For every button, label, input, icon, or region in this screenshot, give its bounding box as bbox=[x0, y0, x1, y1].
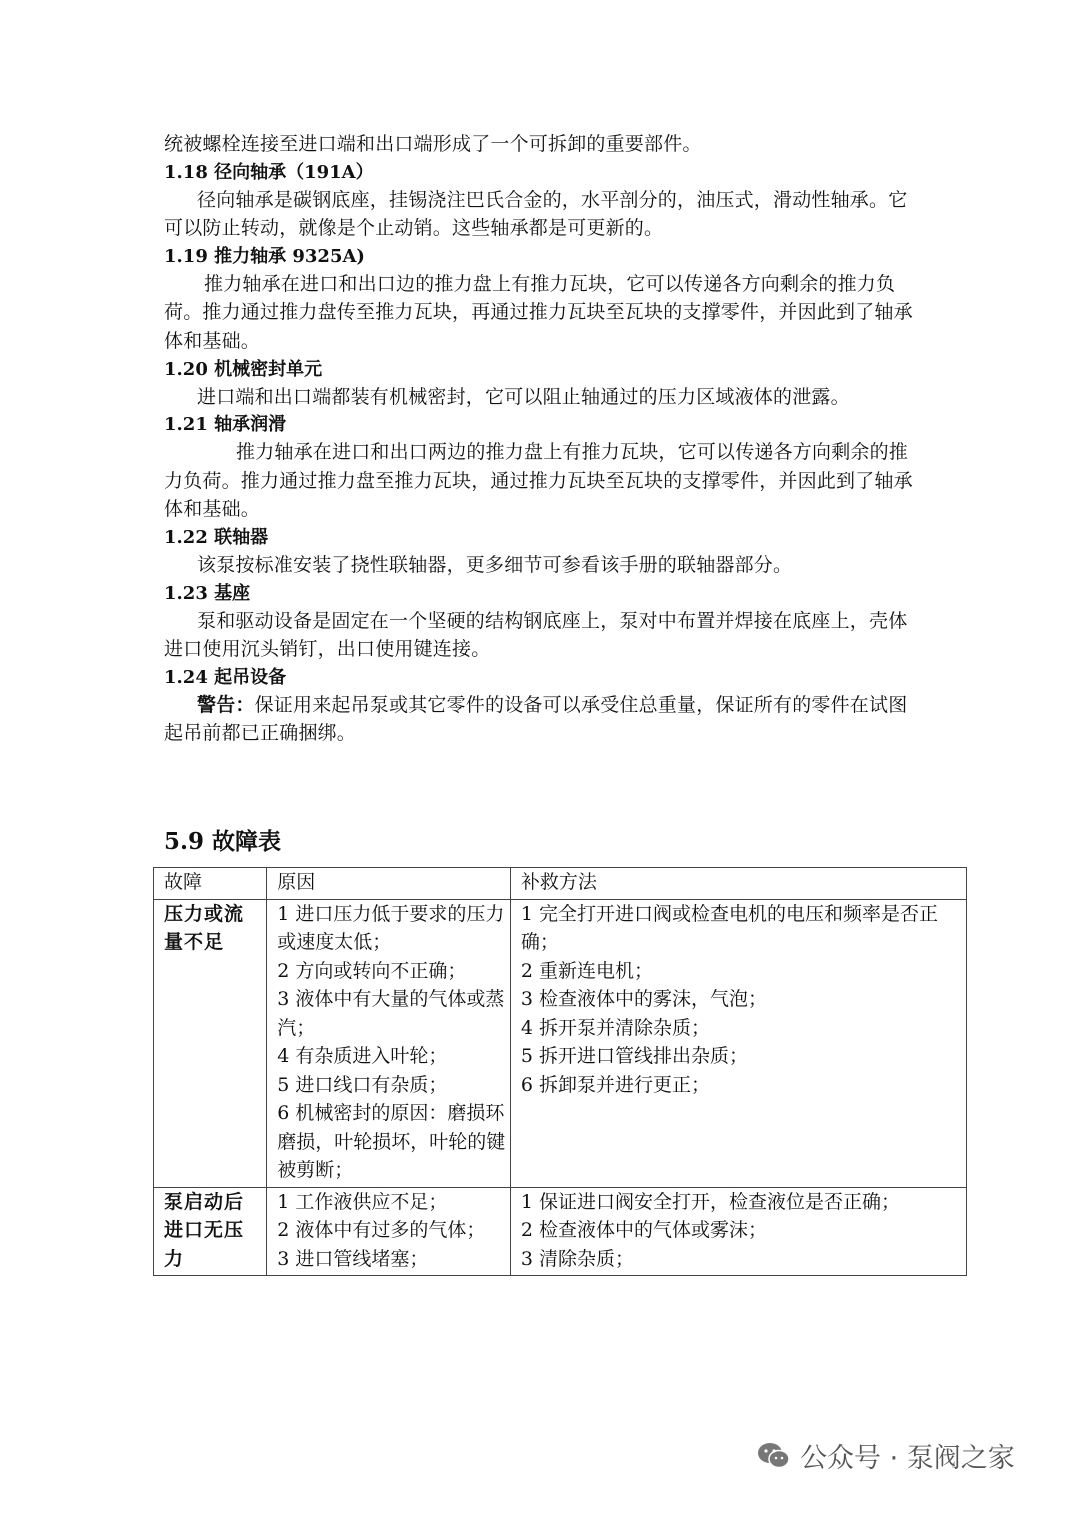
remedy-item: 3 清除杂质； bbox=[520, 1247, 634, 1270]
heading-1-21: 1.21 轴承润滑 bbox=[164, 414, 287, 436]
paragraph-lifting bbox=[164, 691, 924, 748]
cause-item: 5 进口线口有杂质； bbox=[277, 1073, 448, 1096]
remedy-item: 2 检查液体中的气体或雾沫； bbox=[520, 1219, 767, 1241]
heading-1-24: 1.24 起吊设备 bbox=[164, 666, 287, 688]
paragraph-coupling: 该泵按标准安装了挠性联轴器，更多细节可参看该手册的联轴器部分。 bbox=[197, 553, 793, 576]
table-header-row bbox=[154, 868, 967, 900]
remedy-item: 4 拆开泵并清除杂质； bbox=[520, 1016, 710, 1039]
heading-1-22: 1.22 联轴器 bbox=[164, 526, 269, 548]
cause-item: 3 液体中有大量的气体或蒸汽； bbox=[277, 988, 505, 1039]
watermark-text: 公众号 · 泵阀之家 bbox=[800, 1443, 1015, 1474]
table-row bbox=[154, 899, 967, 1187]
paragraph-continuation: 统被螺栓连接至进口端和出口端形成了一个可拆卸的重要部件。 bbox=[164, 133, 702, 155]
cause-cell bbox=[267, 1187, 511, 1276]
header-remedy: 补救方法 bbox=[510, 868, 966, 900]
remedy-item: 2 重新连电机； bbox=[520, 959, 653, 982]
paragraph-thrust-bearing: 推力轴承在进口和出口边的推力盘上有推力瓦块，它可以传递各方向剩余的推力负荷。推力通过推力盘传至推力瓦块，再通过推力瓦块至瓦块的支撑零件，并因此到了轴承体和基础。 bbox=[164, 272, 913, 352]
table-row bbox=[154, 1187, 967, 1276]
header-cause: 原因 bbox=[267, 868, 511, 900]
cause-item: 3 进口管线堵塞； bbox=[277, 1247, 429, 1270]
heading-1-19: 1.19 推力轴承 9325A) bbox=[164, 245, 365, 267]
remedy-item: 5 拆开进口管线排出杂质； bbox=[520, 1045, 748, 1067]
wechat-icon bbox=[756, 1440, 792, 1472]
paragraph-mechanical-seal: 进口端和出口端都装有机械密封，它可以阻止轴通过的压力区域液体的泄露。 bbox=[197, 385, 850, 408]
warning-text: 保证用来起吊泵或其它零件的设备可以承受住总重量，保证所有的零件在试图起吊前都已正确捆绑。 bbox=[164, 693, 908, 745]
header-fault: 故障 bbox=[154, 868, 267, 900]
document-body bbox=[164, 130, 924, 748]
watermark bbox=[756, 1436, 1015, 1475]
cause-item: 1 进口压力低于要求的压力或速度太低； bbox=[277, 902, 505, 953]
remedy-item: 1 保证进口阀安全打开，检查液位是否正确； bbox=[520, 1190, 900, 1213]
heading-1-23: 1.23 基座 bbox=[164, 582, 251, 604]
cause-item: 6 机械密封的原因：磨损环磨损，叶轮损坏，叶轮的键被剪断； bbox=[277, 1102, 506, 1181]
cause-item: 1 工作液供应不足； bbox=[277, 1190, 448, 1213]
fault-table-title: 5.9 故障表 bbox=[164, 828, 282, 855]
remedy-item: 1 完全打开进口阀或检查电机的电压和频率是否正确； bbox=[520, 902, 938, 953]
fault-cell: 泵启动后进口无压力 bbox=[154, 1187, 267, 1276]
remedy-cell bbox=[510, 899, 966, 1187]
fault-table bbox=[153, 867, 967, 1276]
remedy-cell bbox=[510, 1187, 966, 1276]
cause-cell bbox=[267, 899, 511, 1187]
paragraph-baseplate: 泵和驱动设备是固定在一个坚硬的结构钢底座上，泵对中布置并焊接在底座上，壳体进口使用沉头销钉，出口使用键连接。 bbox=[164, 609, 908, 661]
paragraph-bearing-lubrication: 推力轴承在进口和出口两边的推力盘上有推力瓦块，它可以传递各方向剩余的推力负荷。推力通过推力盘至推力瓦块，通过推力瓦块至瓦块的支撑零件，并因此到了轴承体和基础。 bbox=[164, 441, 913, 521]
remedy-item: 3 检查液体中的雾沫，气泡； bbox=[520, 988, 767, 1010]
fault-cell: 压力或流量不足 bbox=[154, 899, 267, 1187]
heading-1-20: 1.20 机械密封单元 bbox=[164, 358, 323, 380]
remedy-item: 6 拆卸泵并进行更正； bbox=[520, 1073, 710, 1096]
cause-item: 2 方向或转向不正确； bbox=[277, 959, 467, 982]
warning-label: 警告： bbox=[197, 693, 255, 716]
paragraph-radial-bearing: 径向轴承是碳钢底座，挂锡浇注巴氏合金的，水平剖分的，油压式，滑动性轴承。它可以防止转动，就像是个止动销。这些轴承都是可更新的。 bbox=[164, 188, 908, 240]
cause-item: 2 液体中有过多的气体； bbox=[277, 1219, 486, 1241]
cause-item: 4 有杂质进入叶轮； bbox=[277, 1045, 448, 1067]
heading-1-18: 1.18 径向轴承（191A） bbox=[164, 161, 374, 183]
